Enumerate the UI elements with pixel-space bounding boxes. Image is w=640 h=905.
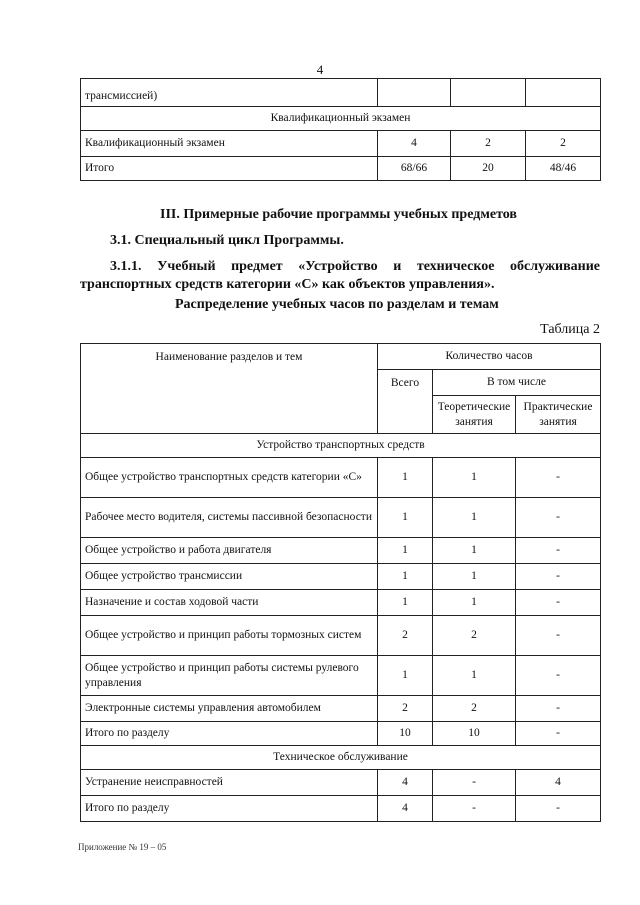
table-row: Рабочее место водителя, системы пассивной безопасности 1 1 - (81, 498, 601, 538)
heading-3-1-1-line1: 3.1.1. Учебный предмет «Устройство и техническое обслуживание (110, 259, 600, 274)
header-hours: Количество часов (378, 344, 601, 370)
header-practice: Практические занятия (516, 396, 601, 434)
table-row: Итого по разделу 10 10 - (81, 722, 601, 746)
section-title: Устройство транспортных средств (81, 434, 601, 458)
table-row: Итого 68/66 20 48/46 (81, 157, 601, 181)
table-row: Назначение и состав ходовой части 1 1 - (81, 590, 601, 616)
heading-section-3: III. Примерные рабочие программы учебных предметов (160, 207, 517, 222)
heading-3-1-1-line2: транспортных средств категории «С» как объектов управления». (80, 277, 495, 292)
table-row: Общее устройство и работа двигателя 1 1 - (81, 538, 601, 564)
heading-3-1: 3.1. Специальный цикл Программы. (110, 233, 344, 248)
page-number: 4 (316, 62, 324, 77)
footer-note: Приложение № 19 – 05 (78, 842, 167, 852)
table-row: Общее устройство и принцип работы системы рулевого управления 1 1 - (81, 656, 601, 696)
cont-row-label: трансмиссией) (81, 79, 378, 107)
main-table (80, 343, 601, 822)
section-row: Квалификационный экзамен (81, 107, 601, 131)
table-row: Электронные системы управления автомобилем 2 2 - (81, 696, 601, 722)
table-row: Квалификационный экзамен 4 2 2 (81, 131, 601, 157)
table-label: Таблица 2 (540, 322, 600, 337)
header-total: Всего (378, 370, 433, 434)
table-row: Устранение неисправностей 4 - 4 (81, 770, 601, 796)
header-theory: Теоретические занятия (433, 396, 516, 434)
table-row: Общее устройство и принцип работы тормозных систем 2 2 - (81, 616, 601, 656)
header-including: В том числе (433, 370, 601, 396)
top-table (80, 78, 601, 181)
table-row: Общее устройство транспортных средств категории «С» 1 1 - (81, 458, 601, 498)
section-title: Техническое обслуживание (81, 746, 601, 770)
table-row: Итого по разделу 4 - - (81, 796, 601, 822)
header-name: Наименование разделов и тем (81, 344, 378, 434)
heading-distribution: Распределение учебных часов по разделам и темам (175, 297, 499, 312)
table-row: Общее устройство трансмиссии 1 1 - (81, 564, 601, 590)
